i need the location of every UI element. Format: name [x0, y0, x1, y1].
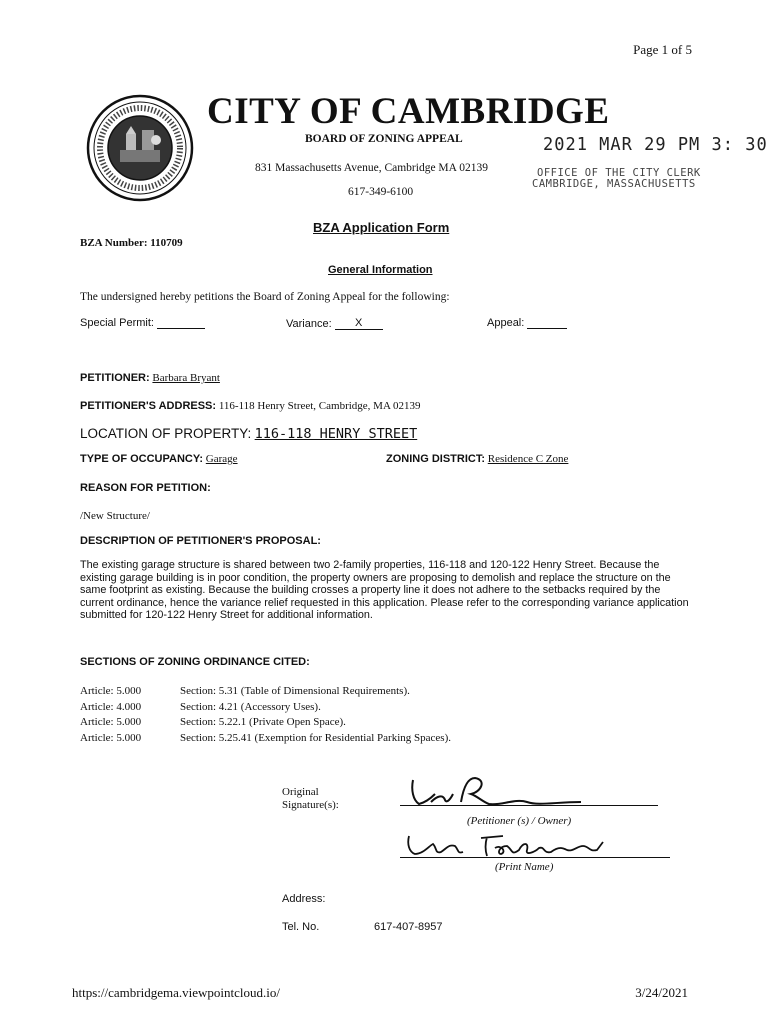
reason-label: REASON FOR PETITION:: [80, 482, 211, 494]
section-detail: Section: 4.21 (Accessory Uses).: [180, 700, 321, 713]
handwritten-signature-icon: [405, 772, 585, 812]
print-name-line: [400, 857, 670, 858]
list-item: [80, 684, 451, 700]
received-stamp-office: OFFICE OF THE CITY CLERK: [537, 167, 701, 179]
list-item: [80, 715, 451, 731]
bza-number: BZA Number: 110709: [80, 237, 183, 249]
reason-value: /New Structure/: [80, 510, 150, 522]
footer-date: 3/24/2021: [635, 985, 688, 1000]
sections-label: SECTIONS OF ZONING ORDINANCE CITED:: [80, 656, 310, 668]
tel-value: 617-407-8957: [374, 921, 443, 933]
signer-address-label: Address:: [282, 893, 326, 905]
occupancy-value: Garage: [205, 453, 238, 465]
received-stamp-city: CAMBRIDGE, MASSACHUSETTS: [532, 178, 696, 190]
occupancy-field: [80, 453, 238, 465]
city-seal-icon: [86, 94, 194, 202]
petitioner-name: Barbara Bryant: [152, 372, 220, 384]
page-number: Page 1 of 5: [633, 42, 692, 57]
petitioner-address-field: [80, 400, 421, 412]
article-number: Article: 4.000: [80, 700, 142, 713]
signature-line: [400, 805, 658, 806]
tel-label: Tel. No.: [282, 921, 320, 933]
city-title: CITY OF CAMBRIDGE: [207, 91, 610, 132]
sections-list: [80, 684, 451, 746]
original-label-line1: Original: [282, 786, 319, 798]
property-location-value: 116-118 HENRY STREET: [254, 426, 418, 442]
reason-heading: [80, 482, 211, 494]
original-label-line2: Signature(s):: [282, 799, 339, 811]
form-title: BZA Application Form: [313, 220, 450, 235]
zoning-district-label: ZONING DISTRICT:: [386, 453, 485, 465]
appeal-field: [487, 317, 567, 329]
proposal-description: The existing garage structure is shared between two 2-family properties, 116-118 and 120-122 Henry Street. Because the existing garage building is in poor condition, the property owners are proposing to demolish and replace the structure on the same footprint as existing. Because the building crosses a property line it does not adhere to the setbacks required by the current ordinance, hence the variance relief requested in this application. Please refer to the corresponding variance application submitted for 120-122 Henry Street for additional information.: [80, 559, 689, 621]
list-item: [80, 700, 451, 716]
property-location-label: LOCATION OF PROPERTY:: [80, 426, 252, 441]
description-heading: [80, 535, 321, 547]
board-address: 831 Massachusetts Avenue, Cambridge MA 02139: [255, 162, 488, 174]
print-name-caption: (Print Name): [495, 861, 554, 873]
appeal-value: [527, 328, 567, 329]
appeal-label: Appeal:: [487, 317, 525, 329]
special-permit-label: Special Permit:: [80, 317, 154, 329]
article-number: Article: 5.000: [80, 685, 142, 697]
petitioner-address-value: 116-118 Henry Street, Cambridge, MA 02139: [218, 400, 421, 412]
variance-label: Variance:: [286, 318, 332, 330]
zoning-district-value: Residence C Zone: [487, 453, 569, 465]
general-information-heading: General Information: [328, 264, 433, 276]
received-stamp-date: 2021 MAR 29 PM 3: 30: [543, 134, 768, 156]
original-signature-label: [282, 786, 339, 812]
zoning-district-field: [386, 453, 568, 465]
petition-intro: The undersigned hereby petitions the Board of Zoning Appeal for the following:: [80, 291, 450, 303]
description-label: DESCRIPTION OF PETITIONER'S PROPOSAL:: [80, 535, 321, 547]
article-number: Article: 5.000: [80, 731, 142, 744]
section-detail: Section: 5.25.41 (Exemption for Residential Parking Spaces).: [180, 731, 451, 744]
property-location-field: [80, 426, 417, 442]
petitioner-address-label: PETITIONER'S ADDRESS:: [80, 400, 217, 412]
variance-field: [286, 317, 383, 330]
list-item: [80, 731, 451, 747]
footer-url[interactable]: https://cambridgema.viewpointcloud.io/: [72, 985, 280, 1000]
petitioner-field: [80, 372, 220, 384]
occupancy-label: TYPE OF OCCUPANCY:: [80, 453, 204, 465]
section-detail: Section: 5.22.1 (Private Open Space).: [180, 716, 346, 728]
special-permit-value: [157, 328, 205, 329]
board-name: BOARD OF ZONING APPEAL: [305, 133, 463, 145]
variance-value: X: [335, 317, 383, 330]
special-permit-field: [80, 317, 205, 329]
sections-heading: [80, 656, 310, 668]
petitioner-label: PETITIONER:: [80, 372, 150, 384]
board-phone: 617-349-6100: [348, 186, 414, 198]
article-number: Article: 5.000: [80, 716, 142, 728]
handwritten-print-name-icon: [403, 832, 608, 860]
section-detail: Section: 5.31 (Table of Dimensional Requirements).: [180, 685, 410, 697]
petitioner-owner-caption: (Petitioner (s) / Owner): [467, 815, 572, 827]
